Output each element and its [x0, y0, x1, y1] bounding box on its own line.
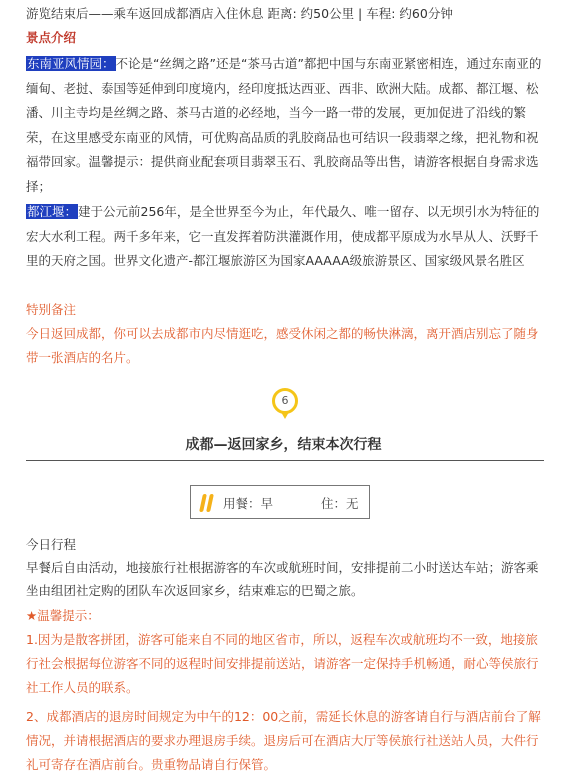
meal-label: 用餐：早: [223, 496, 274, 511]
spot-description: 建于公元前256年，是全世界至今为止，年代最久、唯一留存、以无坝引水为特征的宏大水利工程。两千多年来，它一直发挥着防洪灌溉作用，使成都平原成为水旱从人、沃野千里的天府之国。世界文化遗产-都江堰旅游区为国家AAAAA级旅游景区、国家级风景名胜区: [26, 204, 540, 268]
spot-name-highlight: 都江堰：: [27, 204, 78, 219]
tip-item: 2、成都酒店的退房时间规定为中午的12：00之前，需延长休息的游客请自行与酒店前台了解情况，并请根据酒店的要求办理退房手续。退房后可在酒店大厅等侯旅行社送站人员，大件行礼可寄存在酒店前台。贵重物品请自行保管。: [26, 709, 541, 772]
today-title: 今日行程: [26, 537, 77, 552]
tip-item: 1.因为是散客拼团，游客可能来自不同的地区省市，所以，返程车次或航班均不一致，地接旅行社会根据每位游客不同的返程时间安排提前送站，请游客一定保持手机畅通，耐心等侯旅行社工作人员的联系。: [26, 632, 539, 695]
hotel-label: 住：无: [321, 496, 359, 511]
special-note-title: 特别备注: [26, 302, 77, 317]
divider: [26, 460, 544, 461]
meal-hotel-box: [190, 485, 370, 519]
day-title: 成都—返回家乡，结束本次行程: [185, 437, 382, 453]
quote-marks-icon: [199, 494, 215, 512]
spot-paragraph: [26, 200, 546, 274]
special-note-text: 今日返回成都，你可以去成都市内尽情逛吃，感受休闲之都的畅快淋漓，离开酒店别忘了随身带一张酒店的名片。: [26, 326, 539, 365]
spot-paragraph: [26, 52, 546, 199]
section-title: 景点介绍: [26, 30, 77, 45]
today-text: 早餐后自由活动，地接旅行社根据游客的车次或航班时间，安排提前二小时送达车站；游客乘坐由组团社定购的团队车次返回家乡，结束难忘的巴蜀之旅。: [26, 560, 539, 598]
spot-description: 不论是“丝绸之路”还是“茶马古道”都把中国与东南亚紧密相连，通过东南亚的缅甸、老挝、泰国等延伸到印度境内，经印度抵达西亚、西非、欧洲大陆。成都、都江堰、松潘、川主寺均是丝绸之路、茶马古道的必经地，当今一路一带的发展，更加促进了沿线的繁荣，在这里感受东南亚的风情，可优购高品质的乳胶商品也可结识一段翡翠之缘，把礼物和祝福带回家。温馨提示：提供商业配套项目翡翠玉石、乳胶商品等出售，请游客根据自身需求选择；: [26, 56, 542, 194]
intro-line: 游览结束后——乘车返回成都酒店入住休息 距离: 约50公里 | 车程: 约60分钟: [26, 6, 453, 21]
day-number: 6: [281, 394, 289, 407]
map-pin-icon: [272, 388, 298, 414]
spot-name-highlight: 东南亚风情园：: [27, 56, 115, 71]
tips-title: ★温馨提示：: [26, 608, 100, 623]
